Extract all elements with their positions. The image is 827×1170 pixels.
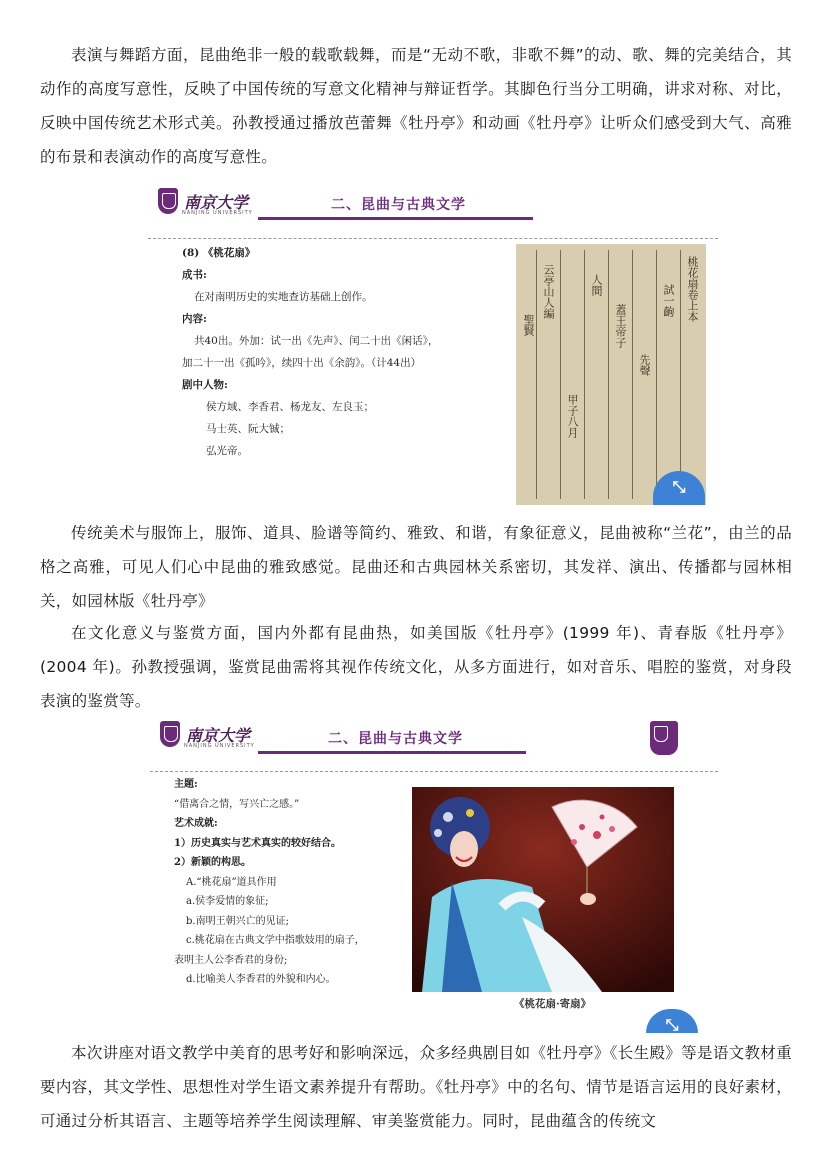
achievement-1: 1）历史真实与艺术真实的较好结合。 <box>174 837 341 849</box>
source-text: 在对南明历史的实地查访基础上创作。 <box>194 291 373 303</box>
scan-text-col: 甲子八月 <box>566 394 579 438</box>
expand-button[interactable] <box>646 1009 698 1033</box>
a-item-c2: 表明主人公李香君的身份; <box>174 954 288 966</box>
photo-caption: 《桃花扇·寄扇》 <box>514 998 592 1010</box>
performer-illustration <box>412 787 674 992</box>
characters-line-1: 侯方域、李香君、杨龙友、左良玉； <box>206 401 374 413</box>
ancient-book-scan <box>516 244 706 505</box>
slide-image-jishan <box>150 713 718 1033</box>
a-title: A.“桃花扇”道具作用 <box>186 876 277 888</box>
theme-text: “借离合之情，写兴亡之感。” <box>174 798 300 810</box>
university-crest-icon <box>650 721 678 755</box>
scan-text-col: 聖賢 <box>522 314 535 336</box>
paragraph-performance: 表演与舞蹈方面，昆曲绝非一般的载歌载舞，而是“无动不歌，非歌不舞”的动、歌、舞的完美结合，其动作的高度写意性，反映了中国传统的写意文化精神与辩证哲学。其脚色行当分工明确，讲求对称、对比，反映中国传统艺术形式美。孙教授通过播放芭蕾舞《牡丹亭》和动画《牡丹亭》让听众们感受到大气、高雅的布景和表演动作的高度写意性。 <box>40 46 792 166</box>
content-line-2: 加二十一出《孤吟》，续四十出《余韵》。（计44出） <box>182 357 422 369</box>
a-item-b: b.南明王朝兴亡的见证; <box>186 915 289 927</box>
university-name-en: NANJING UNIVERSITY <box>184 743 255 749</box>
slide-title: 二、昆曲与古典文学 <box>328 731 463 747</box>
expand-icon: ⤡ <box>672 477 686 496</box>
university-name: 南京大学 <box>184 192 249 212</box>
dashed-divider <box>150 771 718 772</box>
content-line-1: 共40出。外加：试一出《先声》、闰二十出《闲话》， <box>194 335 439 347</box>
title-underline <box>258 751 526 754</box>
characters-line-2: 马士英、阮大铖； <box>206 423 290 435</box>
slide-body <box>182 242 512 462</box>
a-item-d: d.比喻美人李香君的外貌和内心。 <box>186 974 336 985</box>
label-source: 成书: <box>182 269 207 281</box>
title-underline <box>258 217 533 220</box>
slide-body <box>174 775 414 990</box>
slide-header <box>150 713 718 763</box>
a-item-c1: c.桃花扇在古典文学中指歌妓用的扇子， <box>186 935 365 946</box>
scan-text-col: 蓋王帝子 <box>614 304 627 348</box>
a-item-a: a.侯李爱情的象征; <box>186 896 269 907</box>
university-shield-icon <box>158 188 178 214</box>
achievement-2: 2）新颖的构思。 <box>174 857 251 868</box>
label-theme: 主题: <box>174 779 198 790</box>
university-name: 南京大学 <box>186 725 251 745</box>
university-shield-icon <box>160 721 180 747</box>
label-characters: 剧中人物: <box>182 379 228 391</box>
label-achievement: 艺术成就: <box>174 818 218 829</box>
paragraph-costume: 传统美术与服饰上，服饰、道具、脸谱等简约、雅致、和谐，有象征意义，昆曲被称“兰花”，由兰的品格之高雅，可见人们心中昆曲的雅致感觉。昆曲还和古典园林关系密切，其发祥、演出、传播都与园林相关，如园林版《牡丹亭》 <box>40 524 792 610</box>
label-content: 内容: <box>182 313 207 325</box>
opera-performer-photo <box>412 787 674 992</box>
dashed-divider <box>148 238 718 239</box>
scan-text-col: 先聲 <box>638 354 651 376</box>
characters-line-3: 弘光帝。 <box>206 445 248 457</box>
scan-text-col: 云亭山人編 <box>542 264 555 319</box>
expand-icon: ⤡ <box>665 1015 679 1034</box>
paragraph-conclusion: 本次讲座对语文教学中美育的思考好和影响深远，众多经典剧目如《牡丹亭》《长生殿》等是语文教材重要内容，其文学性、思想性对学生语文素养提升有帮助。《牡丹亭》中的名句、情节是语言运用的良好素材，可通过分析其语言、主题等培养学生阅读理解、审美鉴赏能力。同时，昆曲蕴含的传统文 <box>40 1044 792 1130</box>
scan-text-col: 試一齣 <box>662 284 675 317</box>
university-name-en: NANJING UNIVERSITY <box>182 210 253 216</box>
slide-heading: (8) 《桃花扇》 <box>182 247 256 259</box>
slide-title: 二、昆曲与古典文学 <box>331 197 466 213</box>
scan-text-col: 人間 <box>590 274 603 296</box>
slide-image-taohuashan <box>148 180 718 505</box>
paragraph-appreciation: 在文化意义与鉴赏方面，国内外都有昆曲热，如美国版《牡丹亭》(1999 年)、青春版《牡丹亭》(2004 年)。孙教授强调，鉴赏昆曲需将其视作传统文化，从多方面进行，如对音乐、唱腔的鉴赏，对身段表演的鉴赏等。 <box>40 624 792 710</box>
slide-header <box>148 180 718 230</box>
scan-text-col: 桃花扇卷上本 <box>686 256 699 322</box>
